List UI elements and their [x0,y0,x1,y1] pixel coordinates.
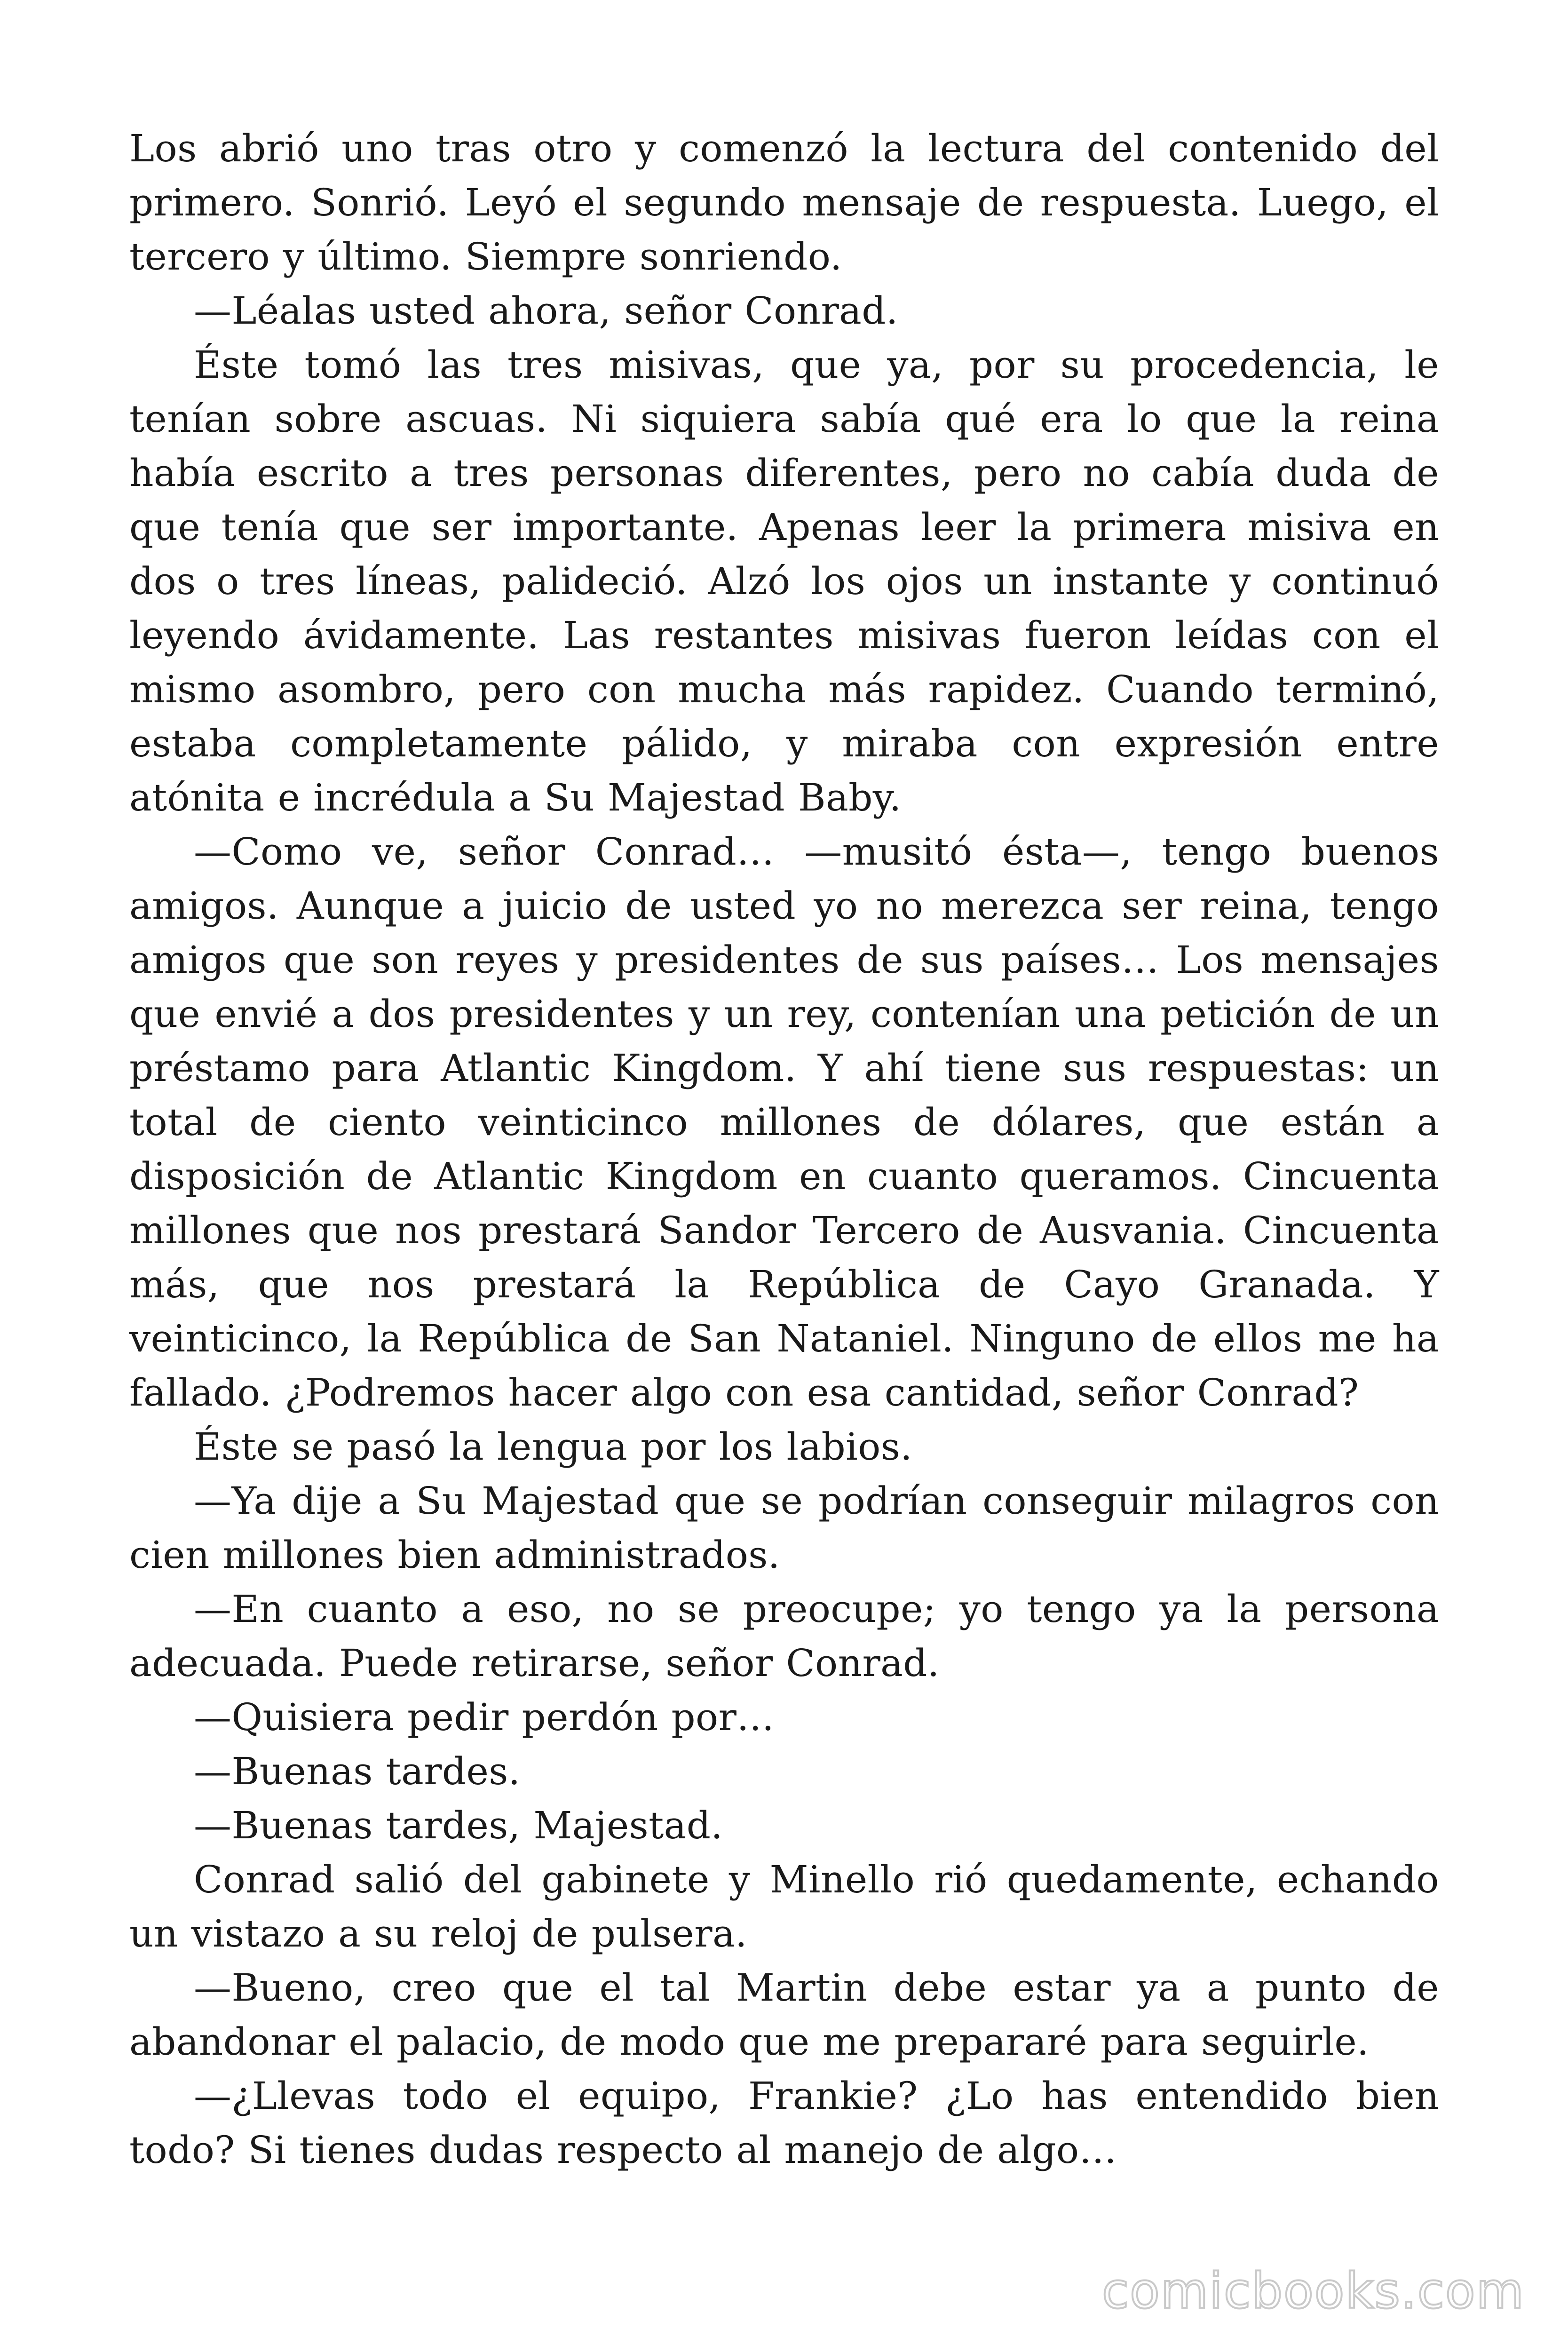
paragraph: Los abrió uno tras otro y comenzó la lectura del contenido del primero. Sonrió. Leyó el segundo mensaje de respuesta. Luego, el tercero y último. Siempre sonriendo. [129,127,1439,278]
watermark-logo: comicbooks.com [1101,2262,1525,2320]
paragraph: —Como ve, señor Conrad… —musitó ésta—, tengo buenos amigos. Aunque a juicio de usted yo no merezca ser reina, tengo amigos que son reyes y presidentes de sus países… Los mensajes que envié a dos presidentes y un rey, contenían una petición de un préstamo para Atlantic Kingdom. Y ahí tiene sus respuestas: un total de ciento veinticinco millones de dólares, que están a disposición de Atlantic Kingdom en cuanto queramos. Cincuenta millones que nos prestará Sandor Tercero de Ausvania. Cincuenta más, que nos prestará la República de Cayo Granada. Y veinticinco, la República de San Nataniel. Ninguno de ellos me ha fallado. ¿Podremos hacer algo con esa cantidad, señor Conrad? [129,830,1439,1414]
book-page-text [129,121,1439,2177]
paragraph: Éste tomó las tres misivas, que ya, por su procedencia, le tenían sobre ascuas. Ni siquiera sabía qué era lo que la reina había escrito a tres personas diferentes, pero no cabía duda de que tenía que ser importante. Apenas leer la primera misiva en dos o tres líneas, palideció. Alzó los ojos un instante y continuó leyendo ávidamente. Las restantes misivas fueron leídas con el mismo asombro, pero con mucha más rapidez. Cuando terminó, estaba completamente pálido, y miraba con expresión entre atónita e incrédula a Su Majestad Baby. [129,343,1439,819]
paragraph: —Léalas usted ahora, señor Conrad. [194,289,898,333]
paragraph: —Ya dije a Su Majestad que se podrían conseguir milagros con cien millones bien administrados. [129,1479,1439,1577]
paragraph: —Quisiera pedir perdón por… [194,1695,775,1739]
paragraph: Éste se pasó la lengua por los labios. [194,1425,912,1469]
paragraph: —En cuanto a eso, no se preocupe; yo tengo ya la persona adecuada. Puede retirarse, señor Conrad. [129,1587,1439,1685]
paragraph: —Buenas tardes. [194,1749,521,1793]
paragraph: —Buenas tardes, Majestad. [194,1804,723,1847]
paragraph: Conrad salió del gabinete y Minello rió quedamente, echando un vistazo a su reloj de pulsera. [129,1858,1439,1955]
paragraph: —Bueno, creo que el tal Martin debe estar ya a punto de abandonar el palacio, de modo que me prepararé para seguirle. [129,1966,1439,2064]
paragraph: —¿Llevas todo el equipo, Frankie? ¿Lo has entendido bien todo? Si tienes dudas respecto al manejo de algo… [129,2074,1439,2172]
